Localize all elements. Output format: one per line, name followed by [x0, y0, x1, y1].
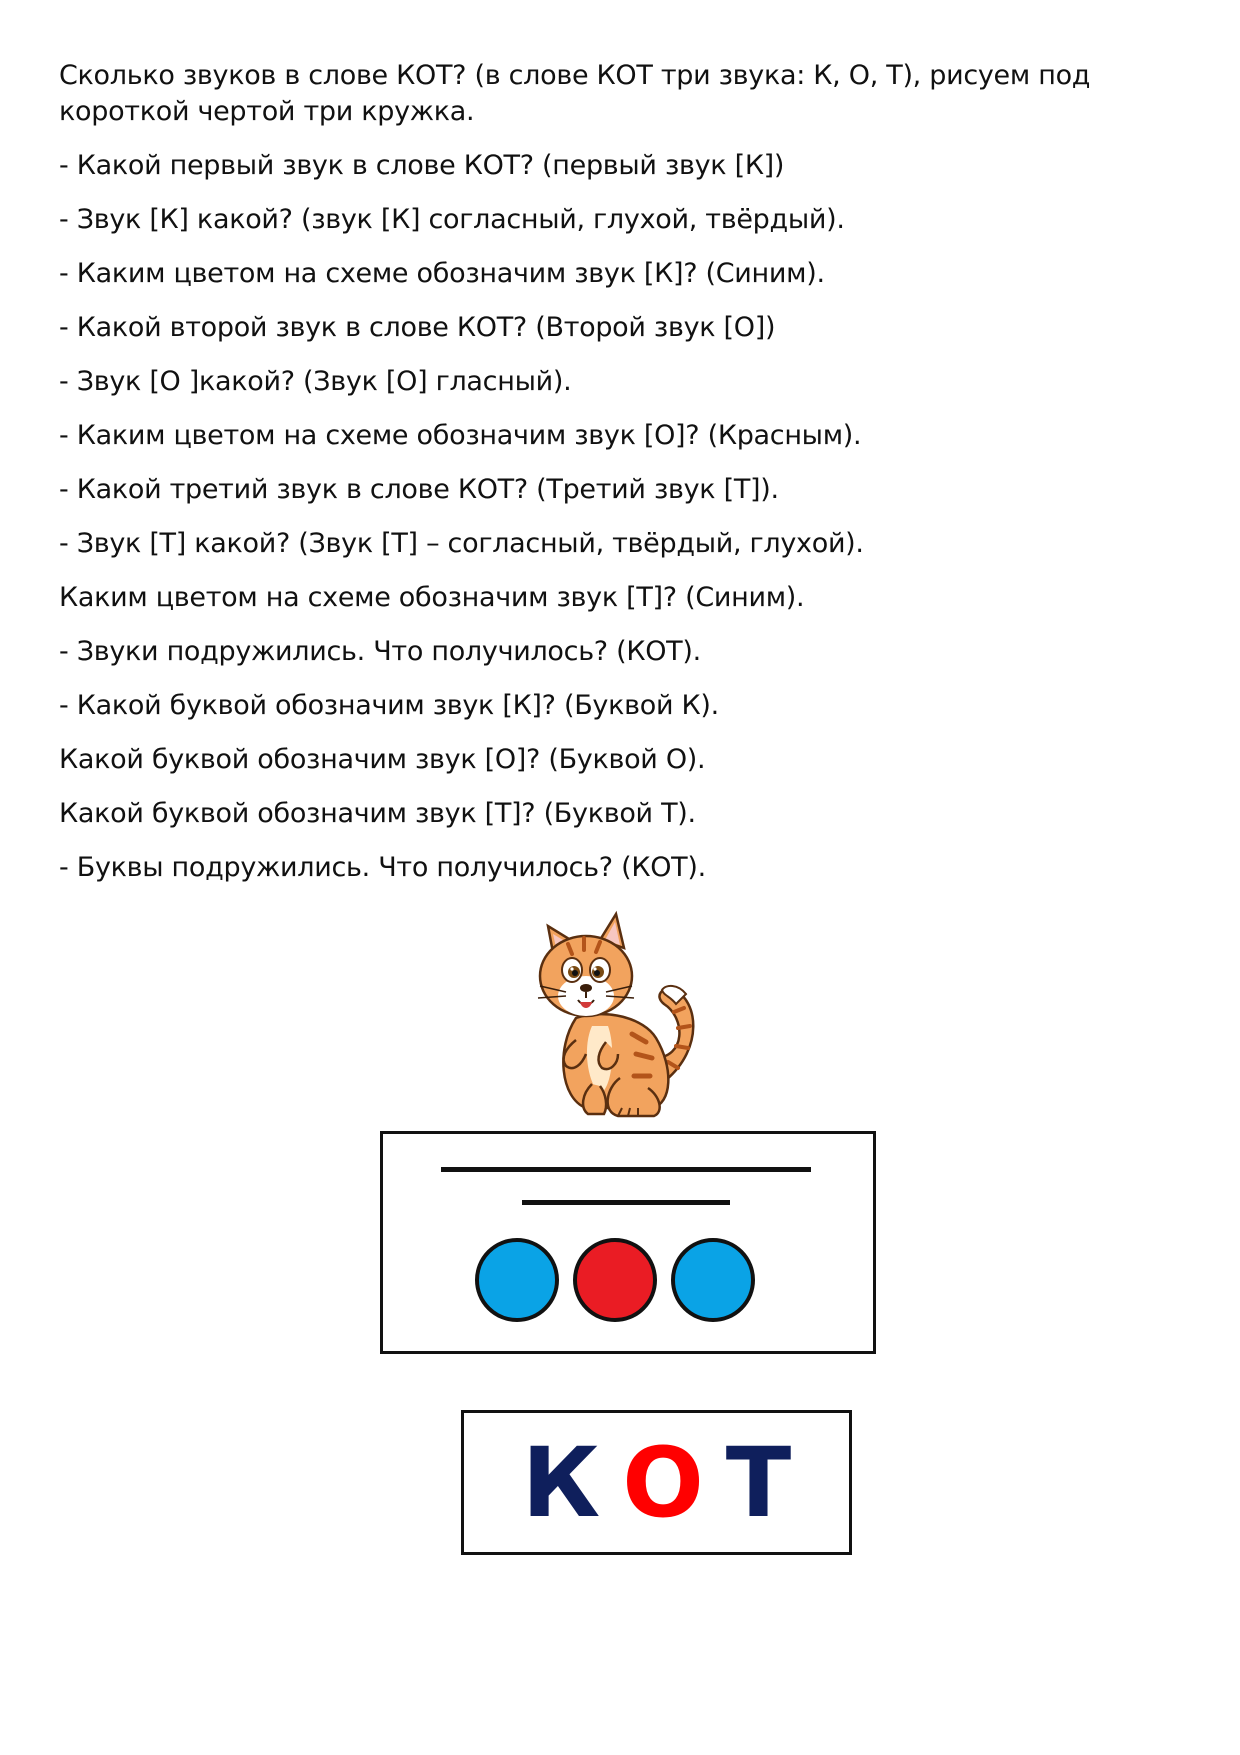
- paragraph: Какой буквой обозначим звук [Т]? (Буквой Т).: [59, 798, 696, 829]
- letter-k: К: [521, 1426, 601, 1539]
- paragraph: Какой буквой обозначим звук [О]? (Буквой О).: [59, 744, 706, 775]
- paragraph: - Звук [Т] какой? (Звук [Т] – согласный, твёрдый, глухой).: [59, 528, 864, 559]
- sound-scheme: [380, 1131, 876, 1354]
- lesson-text: [59, 58, 1139, 886]
- paragraph: Каким цветом на схеме обозначим звук [Т]? (Синим).: [59, 582, 805, 613]
- paragraph: - Какой буквой обозначим звук [К]? (Буквой К).: [59, 690, 719, 721]
- syllable-line: [522, 1200, 730, 1205]
- word-card: [461, 1410, 852, 1555]
- paragraph: - Какой первый звук в слове КОТ? (первый звук [К]): [59, 150, 785, 181]
- cat-illustration: [536, 908, 708, 1128]
- paragraph: - Звуки подружились. Что получилось? (КОТ).: [59, 636, 701, 667]
- paragraph: - Каким цветом на схеме обозначим звук [О]? (Красным).: [59, 420, 862, 451]
- paragraph: - Звук [О ]какой? (Звук [О] гласный).: [59, 366, 572, 397]
- word-line: [441, 1167, 811, 1172]
- letter-t: Т: [725, 1426, 792, 1539]
- paragraph: - Какой третий звук в слове КОТ? (Третий звук [Т]).: [59, 474, 779, 505]
- paragraph: - Какой второй звук в слове КОТ? (Второй звук [О]): [59, 312, 776, 343]
- paragraph: - Каким цветом на схеме обозначим звук [К]? (Синим).: [59, 258, 825, 289]
- sound-circle-k: [475, 1238, 559, 1322]
- sound-circle-t: [671, 1238, 755, 1322]
- paragraph: Сколько звуков в слове КОТ? (в слове КОТ три звука: К, О, Т), рисуем под короткой чертой три кружка.: [59, 60, 1091, 127]
- sound-circle-o: [573, 1238, 657, 1322]
- paragraph: - Буквы подружились. Что получилось? (КОТ).: [59, 852, 706, 883]
- letter-o: О: [622, 1426, 704, 1539]
- paragraph: - Звук [К] какой? (звук [К] согласный, глухой, твёрдый).: [59, 204, 845, 235]
